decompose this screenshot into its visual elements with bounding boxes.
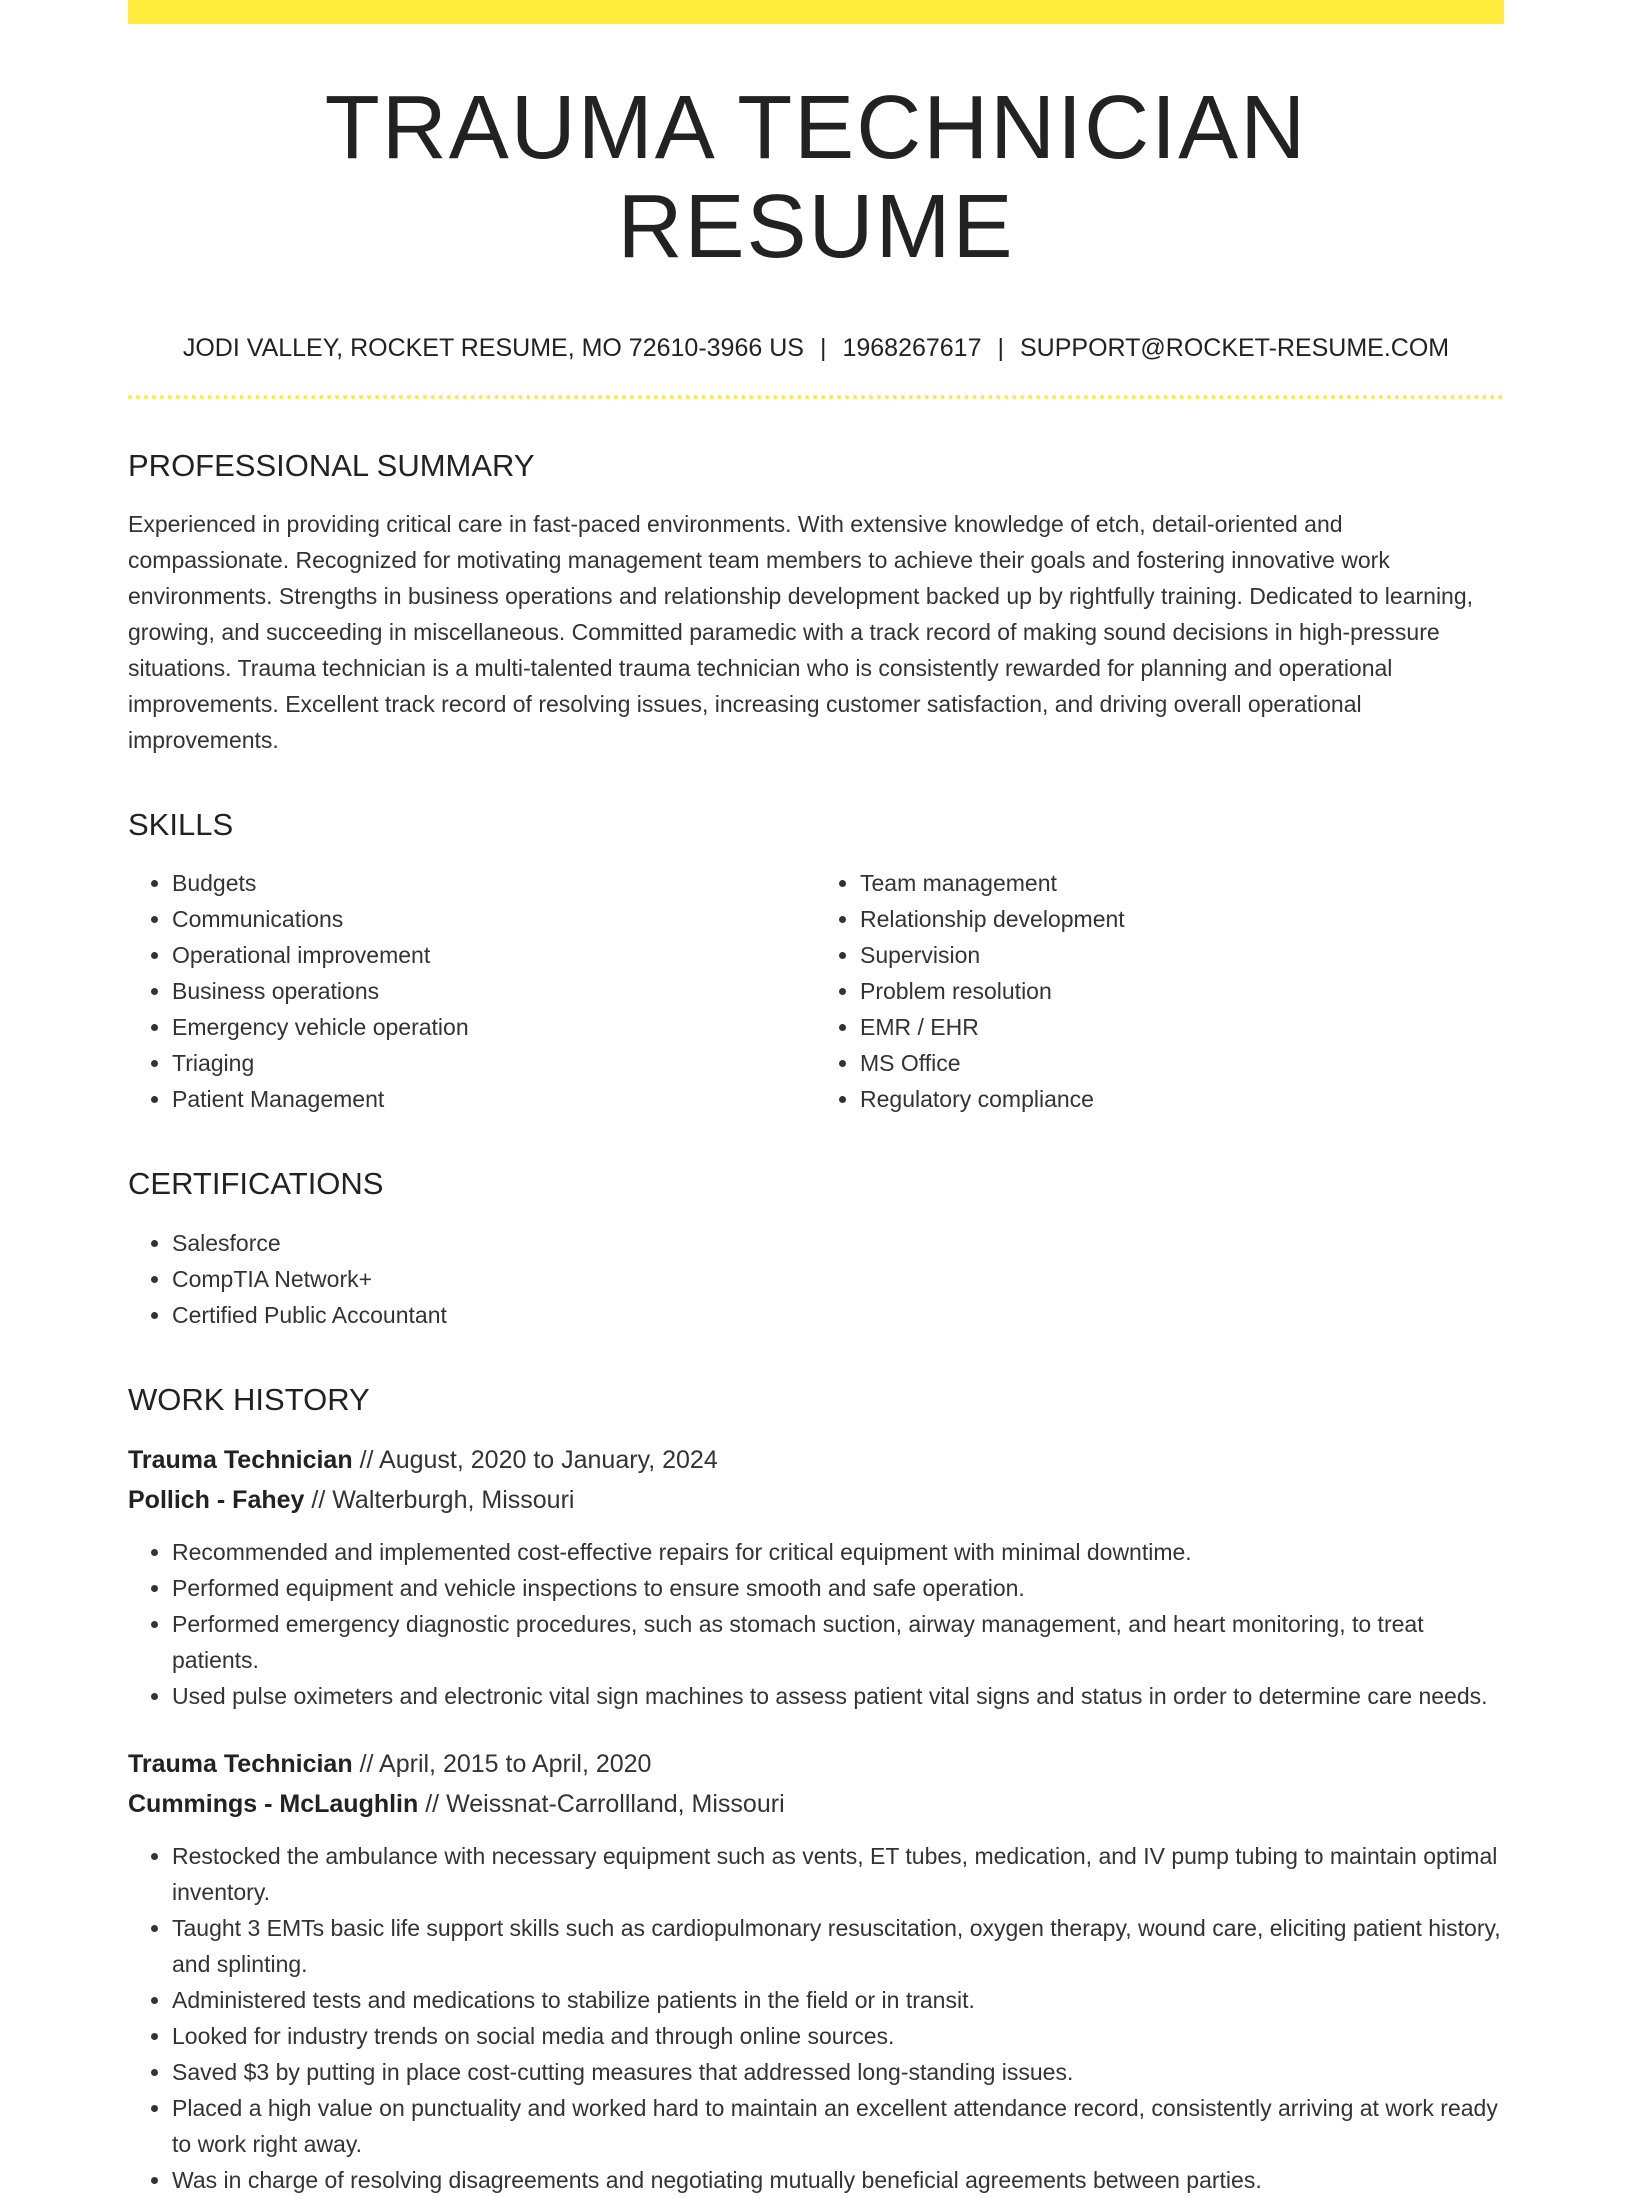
dotted-divider (128, 395, 1504, 399)
skill-item: • Budgets (172, 865, 816, 901)
job-separator: // (425, 1789, 440, 1818)
job-title-line (128, 1744, 1504, 1784)
skill-item: • Communications (172, 901, 816, 937)
job-company: Pollich - Fahey (128, 1485, 305, 1514)
job-bullet: • Used pulse oximeters and electronic vital sign machines to assess patient vital signs and status in order to determine care needs. (172, 1678, 1504, 1714)
skills-section (128, 806, 1504, 1117)
certification-item: • CompTIA Network+ (172, 1261, 1504, 1297)
job-separator: // (311, 1485, 326, 1514)
skill-item: • Team management (860, 865, 1504, 901)
skill-item: • Supervision (860, 937, 1504, 973)
certification-item: • Salesforce (172, 1225, 1504, 1261)
summary-text: Experienced in providing critical care in fast-paced environments. With extensive knowledge of etch, detail-oriented and compassionate. Recognized for motivating management team members to achieve their goals and fostering innovative work environments. Strengths in business operations and relationship development backed up by rightfully training. Dedicated to learning, growing, and succeeding in miscellaneous. Committed paramedic with a track record of making sound decisions in high-pressure situations. Trauma technician is a multi-talented trauma technician who is consistently rewarded for planning and operational improvements. Excellent track record of resolving issues, increasing customer satisfaction, and driving overall operational improvements. (128, 511, 1474, 754)
job-bullet: • Placed a high value on punctuality and worked hard to maintain an excellent attendance record, consistently arriving at work ready to work right away. (172, 2090, 1504, 2162)
skill-item: • Relationship development (860, 901, 1504, 937)
job-entry (128, 1440, 1504, 1714)
skills-grid (128, 843, 1504, 1117)
job-title: Trauma Technician (128, 1445, 353, 1474)
skill-item: • Triaging (172, 1045, 816, 1081)
summary-section (128, 447, 1504, 758)
skills-list-left (128, 865, 816, 1117)
skill-item: • Patient Management (172, 1081, 816, 1117)
job-entry (128, 1744, 1504, 2198)
skill-item: • Emergency vehicle operation (172, 1009, 816, 1045)
job-company-line (128, 1480, 1504, 1520)
job-bullet: • Performed emergency diagnostic procedures, such as stomach suction, airway management, and heart monitoring, to treat patients. (172, 1606, 1504, 1678)
job-title-line (128, 1440, 1504, 1480)
job-separator: // (359, 1445, 374, 1474)
job-company: Cummings - McLaughlin (128, 1789, 419, 1818)
skill-item: • Problem resolution (860, 973, 1504, 1009)
contact-email: SUPPORT@ROCKET-RESUME.COM (1020, 334, 1450, 362)
skill-item: • Regulatory compliance (860, 1081, 1504, 1117)
contact-separator: | (819, 334, 827, 362)
job-separator: // (359, 1749, 374, 1778)
job-bullet: • Performed equipment and vehicle inspections to ensure smooth and safe operation. (172, 1570, 1504, 1606)
resume-title: TRAUMA TECHNICIAN RESUME (324, 78, 1308, 277)
certifications-heading: CERTIFICATIONS (128, 1166, 384, 1202)
job-bullet: • Saved $3 by putting in place cost-cutting measures that addressed long-standing issues. (172, 2054, 1504, 2090)
job-location: Weissnat-Carrollland, Missouri (446, 1789, 785, 1818)
job-bullet: • Taught 3 EMTs basic life support skills such as cardiopulmonary resuscitation, oxygen therapy, wound care, eliciting patient history, and splinting. (172, 1910, 1504, 1982)
job-bullet: • Was in charge of resolving disagreements and negotiating mutually beneficial agreements between parties. (172, 2162, 1504, 2198)
job-bullets (128, 1534, 1504, 1714)
skill-item: • Operational improvement (172, 937, 816, 973)
work-history-section (128, 1381, 1504, 2198)
job-bullet: • Restocked the ambulance with necessary equipment such as vents, ET tubes, medication, and IV pump tubing to maintain optimal inventory. (172, 1838, 1504, 1910)
job-bullet: • Administered tests and medications to stabilize patients in the field or in transit. (172, 1982, 1504, 2018)
job-company-line (128, 1784, 1504, 1824)
work-history-heading: WORK HISTORY (128, 1381, 370, 1417)
skills-list-right (816, 865, 1504, 1117)
job-bullet: • Recommended and implemented cost-effective repairs for critical equipment with minimal downtime. (172, 1534, 1504, 1570)
certification-item: • Certified Public Accountant (172, 1297, 1504, 1333)
skill-item: • EMR / EHR (860, 1009, 1504, 1045)
job-location: Walterburgh, Missouri (332, 1485, 575, 1514)
job-dates: April, 2015 to April, 2020 (379, 1749, 652, 1778)
contact-phone: 1968267617 (842, 334, 982, 362)
job-bullet: • Looked for industry trends on social media and through online sources. (172, 2018, 1504, 2054)
contact-line (128, 333, 1504, 363)
skill-item: • Business operations (172, 973, 816, 1009)
skill-item: • MS Office (860, 1045, 1504, 1081)
job-bullets (128, 1838, 1504, 2198)
contact-separator: | (997, 334, 1004, 362)
summary-heading: PROFESSIONAL SUMMARY (128, 448, 535, 483)
contact-address: JODI VALLEY, ROCKET RESUME, MO 72610-3966 US (182, 334, 804, 362)
job-dates: August, 2020 to January, 2024 (379, 1445, 718, 1474)
top-accent-bar (128, 0, 1504, 24)
certifications-list (128, 1225, 1504, 1333)
skills-heading: SKILLS (128, 807, 234, 843)
resume-page (128, 0, 1504, 2198)
job-title: Trauma Technician (128, 1749, 353, 1778)
certifications-section (128, 1165, 1504, 1332)
